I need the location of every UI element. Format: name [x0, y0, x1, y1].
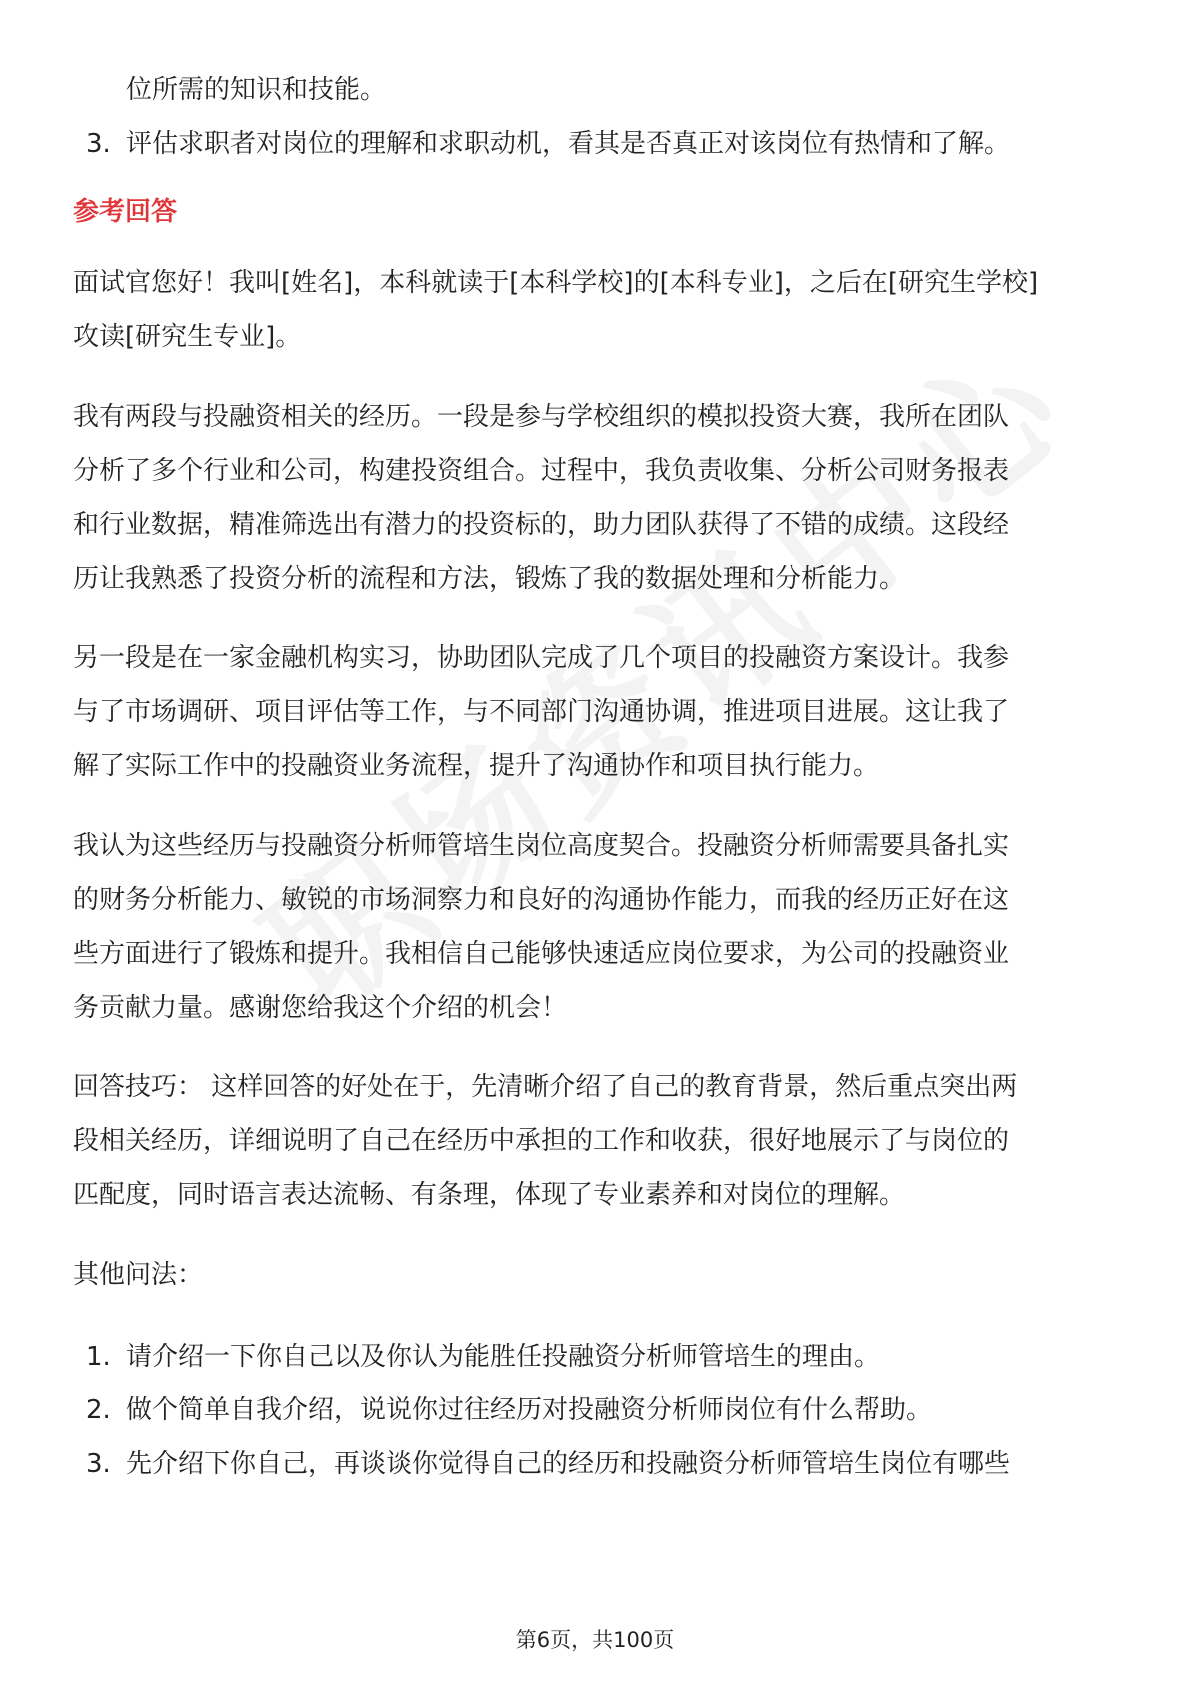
- list-number: 1.: [86, 1342, 111, 1372]
- paragraph-line: 务贡献力量。感谢您给我这个介绍的机会！: [73, 993, 568, 1023]
- list-number: 2.: [86, 1395, 111, 1425]
- paragraph-line: 与了市场调研、项目评估等工作，与不同部门沟通协调，推进项目进展。这让我了: [73, 697, 1010, 727]
- paragraph-line: 的财务分析能力、敏锐的市场洞察力和良好的沟通协作能力，而我的经历正好在这: [73, 885, 1010, 915]
- paragraph-line: 匹配度，同时语言表达流畅、有条理，体现了专业素养和对岗位的理解。: [73, 1180, 906, 1210]
- paragraph-line: 回答技巧： 这样回答的好处在于，先清晰介绍了自己的教育背景，然后重点突出两: [73, 1072, 1018, 1102]
- paragraph-line: 和行业数据，精准筛选出有潜力的投资标的，助力团队获得了不错的成绩。这段经: [73, 510, 1010, 540]
- other-questions-label: 其他问法：: [73, 1260, 204, 1290]
- paragraph-line: 我认为这些经历与投融资分析师管培生岗位高度契合。投融资分析师需要具备扎实: [73, 831, 1010, 861]
- list-item-text: 先介绍下你自己，再谈谈你觉得自己的经历和投融资分析师管培生岗位有哪些: [126, 1449, 1011, 1479]
- paragraph-line: 攻读[研究生专业]。: [73, 322, 302, 352]
- paragraph-line: 我有两段与投融资相关的经历。一段是参与学校组织的模拟投资大赛，我所在团队: [73, 402, 1010, 432]
- list-number: 3.: [86, 129, 111, 159]
- list-item-text: 做个简单自我介绍，说说你过往经历对投融资分析师岗位有什么帮助。: [126, 1395, 933, 1425]
- paragraph-line: 另一段是在一家金融机构实习，协助团队完成了几个项目的投融资方案设计。我参: [73, 643, 1010, 673]
- list-number: 3.: [86, 1449, 111, 1479]
- list-item-text: 请介绍一下你自己以及你认为能胜任投融资分析师管培生的理由。: [126, 1342, 881, 1372]
- continuation-line: 位所需的知识和技能。: [126, 75, 387, 105]
- paragraph-line: 段相关经历，详细说明了自己在经历中承担的工作和收获，很好地展示了与岗位的: [73, 1126, 1010, 1156]
- paragraph-line: 历让我熟悉了投资分析的流程和方法，锻炼了我的数据处理和分析能力。: [73, 564, 906, 594]
- paragraph-line: 面试官您好！我叫[姓名]，本科就读于[本科学校]的[本科专业]，之后在[研究生学校]: [73, 268, 1039, 298]
- paragraph-line: 些方面进行了锻炼和提升。我相信自己能够快速适应岗位要求，为公司的投融资业: [73, 939, 1010, 969]
- page-footer: 第6页，共100页: [515, 1628, 675, 1652]
- list-item-text: 评估求职者对岗位的理解和求职动机，看其是否真正对该岗位有热情和了解。: [126, 129, 1011, 159]
- paragraph-line: 解了实际工作中的投融资业务流程，提升了沟通协作和项目执行能力。: [73, 751, 880, 781]
- reference-answer-heading: 参考回答: [73, 197, 178, 227]
- paragraph-line: 分析了多个行业和公司，构建投资组合。过程中，我负责收集、分析公司财务报表: [73, 456, 1010, 486]
